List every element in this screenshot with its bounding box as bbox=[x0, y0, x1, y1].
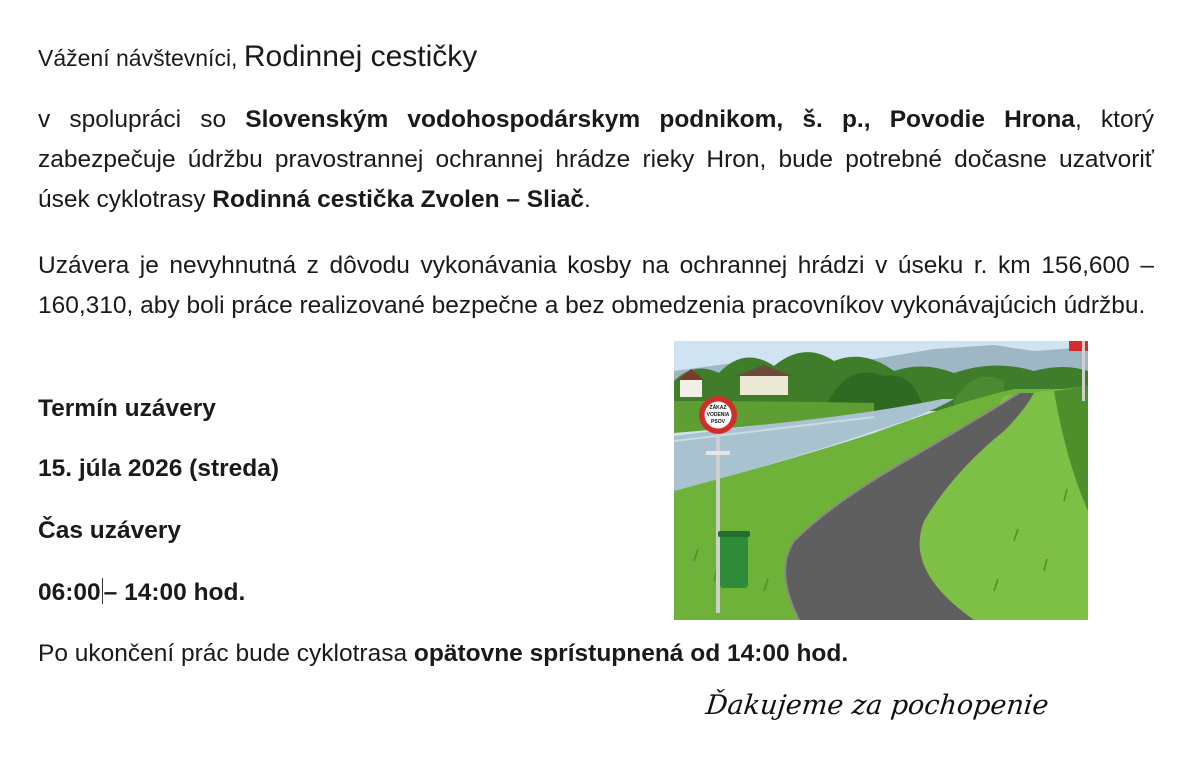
intro-text-3: . bbox=[584, 186, 591, 213]
time-end: – 14:00 hod. bbox=[103, 579, 246, 606]
sign-line-3: PSOV bbox=[711, 419, 725, 425]
intro-text-2: , ktorý zabezpečuje údržbu pravostrannej ochrannej hrádze rieky Hron, bude potrebné dočasne uzatvoriť úsek cyklotrasy bbox=[38, 106, 1154, 213]
cycle-path-photo bbox=[674, 341, 1088, 620]
greeting-name: Rodinnej cestičky bbox=[243, 40, 478, 73]
text-cursor bbox=[102, 578, 103, 604]
intro-text-1: v spolupráci so bbox=[38, 106, 246, 133]
sign-line-1: ZÁKAZ bbox=[709, 405, 727, 411]
intro-paragraph bbox=[38, 100, 1154, 220]
intro-organization: Slovenským vodohospodárskym podnikom, š. p., Povodie Hrona bbox=[245, 106, 1075, 133]
closing-text: Po ukončení prác bude cyklotrasa bbox=[38, 640, 414, 667]
closing-bold: opätovne sprístupnená od 14:00 hod. bbox=[413, 640, 849, 667]
thanks-signature: Ďakujeme za pochopenie bbox=[704, 690, 1051, 721]
sign-line-2: VODENIA bbox=[706, 412, 730, 418]
greeting-prefix: Vážení návštevníci, bbox=[38, 45, 238, 71]
closure-date: 15. júla 2026 (streda) bbox=[38, 455, 280, 482]
reason-paragraph: Uzávera je nevyhnutná z dôvodu vykonávania kosby na ochrannej hrádzi v úseku r. km 156,600 – 160,310, aby boli práce realizované bezpečne a bez obmedzenia pracovníkov vykonávajúcich údržbu. bbox=[38, 252, 1154, 319]
greeting bbox=[38, 40, 477, 74]
term-label: Termín uzávery bbox=[38, 395, 216, 422]
time-start: 06:00 bbox=[38, 579, 101, 606]
cycle-path-illustration bbox=[674, 341, 1088, 620]
closing-sentence bbox=[38, 640, 848, 668]
intro-route-name: Rodinná cestička Zvolen – Sliač bbox=[212, 186, 585, 213]
time-label: Čas uzávery bbox=[38, 517, 182, 544]
closure-time bbox=[38, 578, 245, 607]
